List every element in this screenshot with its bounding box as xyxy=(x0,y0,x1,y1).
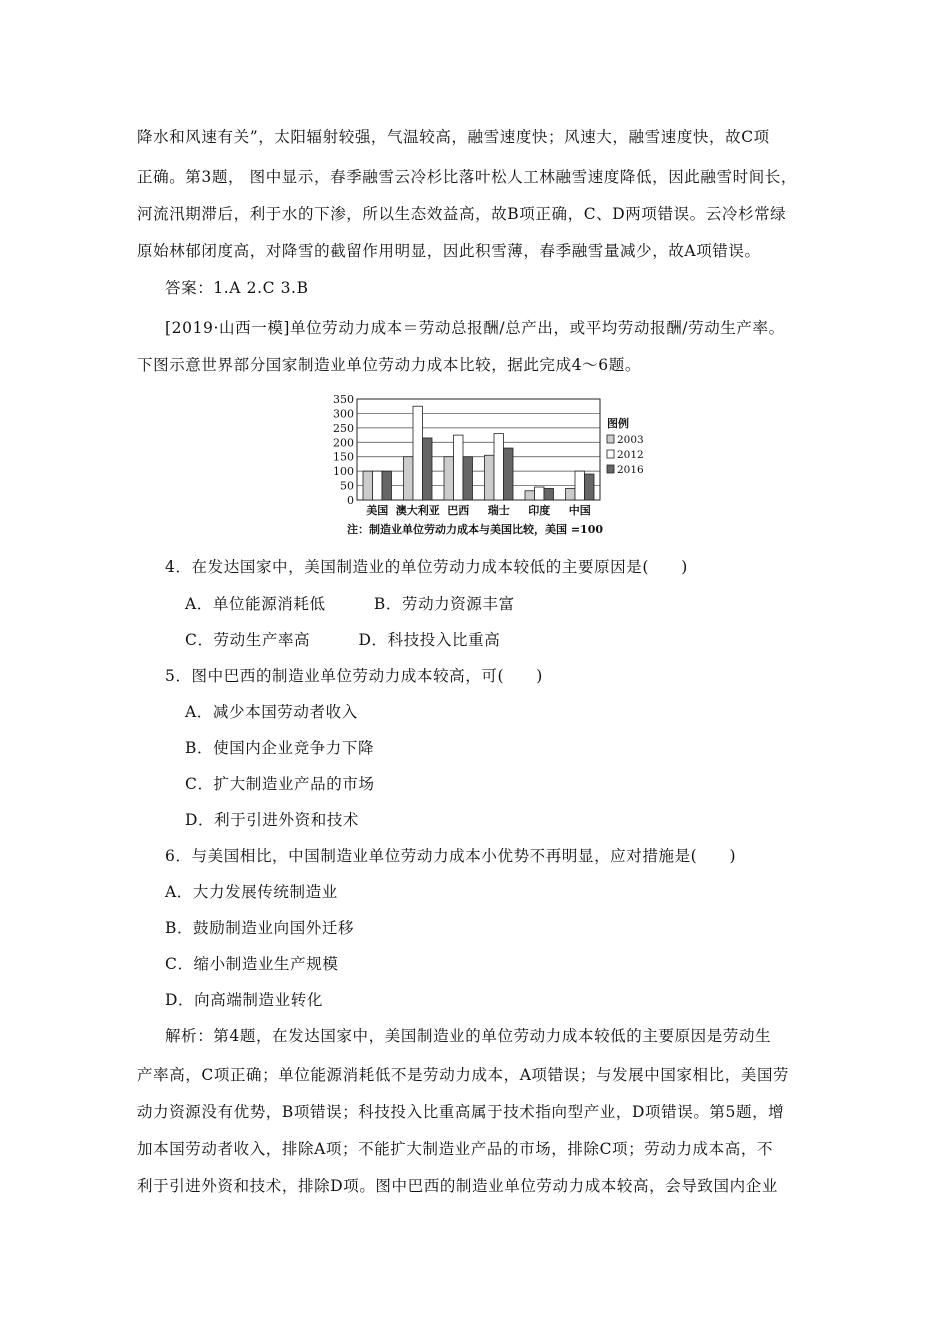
paragraph-line: 降水和风速有关”，太阳辐射较强，气温较高，融雪速度快；风速大，融雪速度快，故C项 xyxy=(137,128,770,146)
bar xyxy=(363,471,373,500)
bar xyxy=(585,474,595,500)
bar xyxy=(494,434,504,500)
paragraph-line: 下图示意世界部分国家制造业单位劳动力成本比较，据此完成4～6题。 xyxy=(137,356,641,374)
x-category-label: 澳大利亚 xyxy=(395,504,440,517)
question-4-options-row2: C．劳动生产率高 D．科技投入比重高 xyxy=(185,631,501,649)
y-tick-label: 150 xyxy=(333,450,354,464)
bar xyxy=(382,471,392,500)
question-5-option-c: C．扩大制造业产品的市场 xyxy=(185,775,375,793)
legend-swatch xyxy=(607,435,614,443)
analysis-line: 动力资源没有优势，B项错误；科技投入比重高属于技术指向型产业，D项错误。第5题，增 xyxy=(137,1103,785,1121)
x-category-label: 瑞士 xyxy=(487,504,510,517)
question-5-option-b: B．使国内企业竞争力下降 xyxy=(185,739,375,757)
legend-label: 2016 xyxy=(617,464,644,476)
analysis-line: 加本国劳动者收入，排除A项；不能扩大制造业产品的市场，排除C项；劳动力成本高，不 xyxy=(137,1140,774,1158)
chart-note: 注：制造业单位劳动力成本与美国比较，美国 =100 xyxy=(347,523,604,536)
legend-swatch xyxy=(607,465,614,473)
bar xyxy=(566,488,576,500)
question-4-options-row1: A．单位能源消耗低 B．劳动力资源丰富 xyxy=(185,595,515,613)
bar xyxy=(423,438,433,500)
bar xyxy=(485,455,495,500)
labor-cost-bar-chart xyxy=(320,395,660,540)
plot-frame xyxy=(357,399,600,500)
question-5-option-d: D．利于引进外资和技术 xyxy=(185,811,360,829)
y-tick-label: 300 xyxy=(333,407,354,421)
bar xyxy=(525,491,535,500)
paragraph-line: [2019·山西一模]单位劳动力成本＝劳动总报酬/总产出，或平均劳动报酬/劳动生产率。 xyxy=(165,319,785,337)
y-tick-label: 0 xyxy=(347,494,354,507)
y-tick-label: 100 xyxy=(333,465,354,479)
legend-label: 2012 xyxy=(617,449,644,461)
bar xyxy=(454,435,464,500)
question-5-option-a: A．减少本国劳动者收入 xyxy=(185,703,358,721)
x-category-label: 巴西 xyxy=(447,504,470,517)
bar xyxy=(504,448,514,500)
legend-label: 2003 xyxy=(617,434,644,446)
question-6-option-b: B．鼓励制造业向国外迁移 xyxy=(165,919,355,937)
x-category-label: 印度 xyxy=(528,504,551,517)
y-tick-label: 200 xyxy=(333,436,354,450)
bar xyxy=(373,471,383,500)
legend-title: 图例 xyxy=(607,417,629,430)
x-category-label: 美国 xyxy=(366,504,389,517)
paragraph-line: 河流汛期滞后，利于水的下渗，所以生态效益高，故B项正确，C、D两项错误。云冷杉常绿 xyxy=(137,205,787,223)
analysis-line: 产率高，C项正确；单位能源消耗低不是劳动力成本，A项错误；与发展中国家相比，美国劳 xyxy=(137,1066,790,1084)
legend-swatch xyxy=(607,450,614,458)
y-tick-label: 50 xyxy=(340,479,354,493)
question-6-option-a: A．大力发展传统制造业 xyxy=(165,883,338,901)
bar xyxy=(544,488,554,500)
y-tick-label: 250 xyxy=(333,421,354,435)
bar xyxy=(444,457,454,500)
analysis-line: 解析：第4题，在发达国家中，美国制造业的单位劳动力成本较低的主要原因是劳动生 xyxy=(165,1027,772,1045)
bar xyxy=(535,487,545,500)
bar xyxy=(575,471,585,500)
bar xyxy=(463,457,473,500)
question-6-option-d: D．向高端制造业转化 xyxy=(165,991,323,1009)
bar xyxy=(404,457,414,500)
paragraph-line: 原始林郁闭度高，对降雪的截留作用明显，因此积雪薄，春季融雪量减少，故A项错误。 xyxy=(137,242,761,260)
answer-line: 答案：1.A 2.C 3.B xyxy=(165,279,309,297)
question-6-option-c: C．缩小制造业生产规模 xyxy=(165,955,339,973)
y-tick-label: 350 xyxy=(333,395,354,406)
x-category-label: 中国 xyxy=(568,504,591,517)
question-4-stem: 4．在发达国家中，美国制造业的单位劳动力成本较低的主要原因是( ) xyxy=(165,558,688,576)
chart-canvas xyxy=(320,395,660,540)
question-5-stem: 5．图中巴西的制造业单位劳动力成本较高，可( ) xyxy=(165,667,543,685)
paragraph-line: 正确。第3题， 图中显示，春季融雪云冷杉比落叶松人工林融雪速度降低，因此融雪时间长， xyxy=(137,168,797,186)
bar xyxy=(413,406,423,500)
question-6-stem: 6．与美国相比，中国制造业单位劳动力成本小优势不再明显，应对措施是( ) xyxy=(165,847,737,865)
analysis-line: 利于引进外资和技术，排除D项。图中巴西的制造业单位劳动力成本较高，会导致国内企业 xyxy=(137,1177,778,1195)
